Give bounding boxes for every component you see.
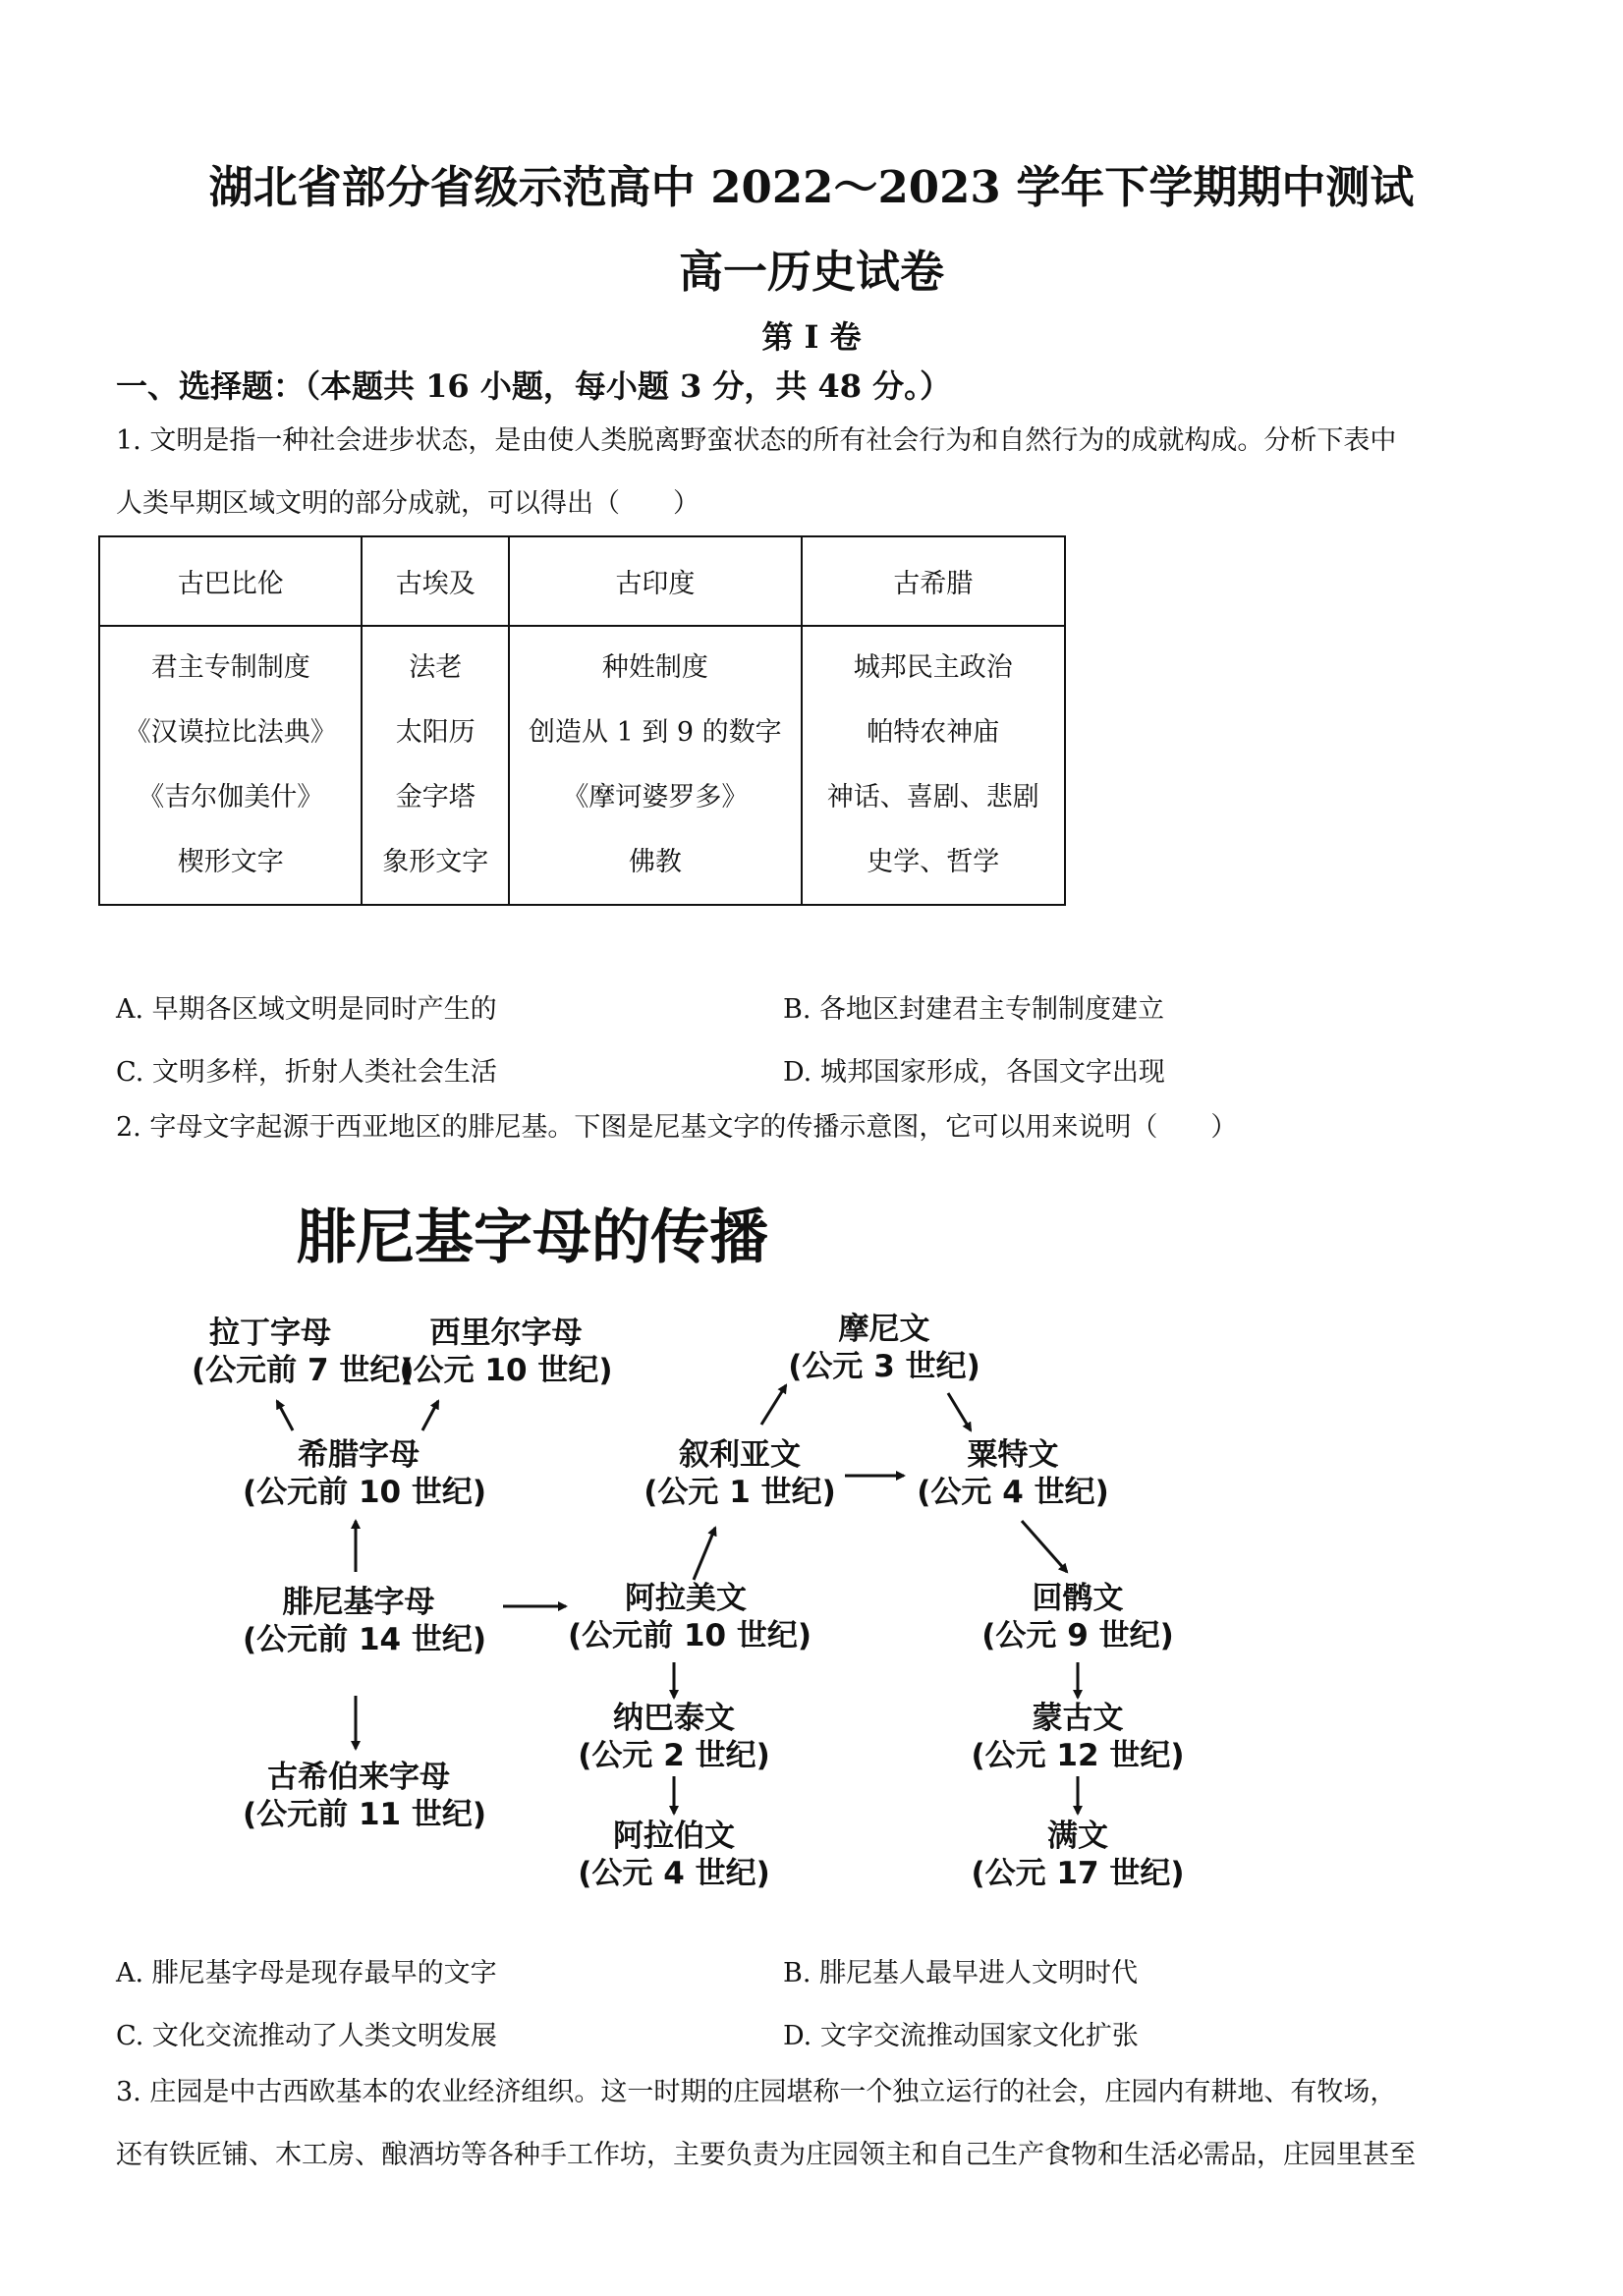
arrow-greek-cyrillic (422, 1401, 438, 1430)
node-date: (公元 4 世纪) (578, 1856, 770, 1891)
table-cell-item: 楔形文字 (177, 847, 284, 877)
node-date: (公元前 7 世纪) (192, 1353, 415, 1388)
node-date: (公元 9 世纪) (981, 1618, 1174, 1653)
node-latin (192, 1315, 415, 1389)
exam-subtitle: 高一历史试卷 (678, 246, 944, 298)
node-name: 阿拉美文 (625, 1581, 747, 1616)
arrow-syriac-manichaean (761, 1385, 786, 1425)
exam-title: 湖北省部分省级示范高中 2022～2023 学年下学期期中测试 (208, 161, 1415, 213)
section-heading: 一、选择题：（本题共 16 小题，每小题 3 分，共 48 分。） (116, 367, 952, 405)
table-cell-item: 法老 (409, 652, 463, 683)
header-greece: 古希腊 (802, 536, 1065, 626)
node-name: 回鹘文 (1032, 1581, 1124, 1616)
table-cell-item: 金字塔 (395, 782, 476, 812)
q1-stem-line1: 1. 文明是指一种社会进步状态，是由使人类脱离野蛮状态的所有社会行为和自然行为的成就构成。分析下表中 (116, 425, 1397, 456)
table-cell-item: 象形文字 (382, 847, 489, 877)
node-date: (公元 3 世纪) (788, 1349, 980, 1384)
q2-stem: 2. 字母文字起源于西亚地区的腓尼基。下图是尼基文字的传播示意图，它可以用来说明（ ） (116, 1112, 1238, 1143)
node-date: (公元 12 世纪) (971, 1738, 1185, 1773)
header-india: 古印度 (509, 536, 801, 626)
table-cell-item: 神话、喜剧、悲剧 (826, 782, 1039, 812)
node-name: 蒙古文 (1032, 1701, 1124, 1736)
node-date: (公元 10 世纪) (399, 1353, 613, 1388)
node-name: 拉丁字母 (209, 1316, 331, 1351)
table-cell-item: 史学、哲学 (867, 847, 1000, 877)
node-date: (公元前 10 世纪) (243, 1475, 487, 1510)
node-cyrillic (393, 1315, 619, 1389)
node-name: 粟特文 (967, 1437, 1059, 1473)
node-arabic (576, 1818, 772, 1892)
node-manchu (965, 1818, 1191, 1892)
node-date: (公元前 10 世纪) (568, 1618, 812, 1653)
header-egypt: 古埃及 (362, 536, 509, 626)
table-cell-item: 《摩诃婆罗多》 (562, 782, 749, 812)
node-aramaic (568, 1580, 812, 1654)
q1-option-b[interactable]: B. 各地区封建君主专制制度建立 (783, 994, 1165, 1025)
node-mongolian (965, 1700, 1191, 1774)
node-name: 希腊字母 (298, 1437, 420, 1473)
node-sogdian (910, 1436, 1116, 1511)
node-hebrew (243, 1759, 487, 1833)
node-date: (公元前 14 世纪) (243, 1622, 487, 1657)
arrow-aramaic-syriac (694, 1528, 715, 1580)
node-greek (243, 1436, 487, 1511)
table-cell-item: 太阳历 (395, 717, 476, 748)
table-cell-item: 君主专制制度 (150, 652, 310, 683)
q2-option-b[interactable]: B. 腓尼基人最早进人文明时代 (783, 1958, 1139, 1988)
node-name: 叙利亚文 (679, 1437, 801, 1473)
q2-option-d[interactable]: D. 文字交流推动国家文化扩张 (783, 2021, 1139, 2051)
node-date: (公元 2 世纪) (578, 1738, 770, 1773)
table-cell-item: 《汉谟拉比法典》 (124, 717, 337, 748)
node-name: 阿拉伯文 (613, 1819, 735, 1854)
node-date: (公元前 11 世纪) (243, 1797, 487, 1832)
header-babylon: 古巴比伦 (99, 536, 362, 626)
node-date: (公元 4 世纪) (917, 1475, 1109, 1510)
node-nabataean (576, 1700, 772, 1774)
node-date: (公元 1 世纪) (644, 1475, 836, 1510)
node-date: (公元 17 世纪) (971, 1856, 1185, 1891)
q2-option-a[interactable]: A. 腓尼基字母是现存最早的文字 (116, 1958, 497, 1988)
q1-option-d[interactable]: D. 城邦国家形成，各国文字出现 (783, 1057, 1165, 1088)
node-name: 西里尔字母 (429, 1316, 583, 1351)
q3-stem-line2: 还有铁匠铺、木工房、酿酒坊等各种手工作坊，主要负责为庄园领主和自己生产食物和生活必需品，庄园里甚至 (116, 2140, 1416, 2170)
node-uyghur (975, 1580, 1181, 1654)
table-cell-item: 帕特农神庙 (867, 717, 1000, 748)
node-syriac (637, 1436, 843, 1511)
table-cell-item: 城邦民主政治 (853, 652, 1013, 683)
q2-option-c[interactable]: C. 文化交流推动了人类文明发展 (116, 2021, 497, 2051)
node-name: 摩尼文 (838, 1312, 930, 1347)
arrow-greek-latin (277, 1401, 293, 1430)
volume-label: 第 I 卷 (761, 318, 862, 356)
table-cell-item: 佛教 (628, 847, 682, 877)
diagram-title: 腓尼基字母的传播 (297, 1204, 768, 1272)
q3-stem-line1: 3. 庄园是中古西欧基本的农业经济组织。这一时期的庄园堪称一个独立运行的社会，庄园内有耕地、有牧场， (116, 2077, 1397, 2107)
node-name: 纳巴泰文 (613, 1701, 735, 1736)
q1-option-c[interactable]: C. 文明多样，折射人类社会生活 (116, 1057, 497, 1088)
table-cell-item: 种姓制度 (601, 652, 708, 683)
arrow-manichaean-sogdian (948, 1393, 971, 1430)
table-cell-item: 《吉尔伽美什》 (138, 782, 324, 812)
node-name: 腓尼基字母 (282, 1585, 435, 1620)
arrow-sogdian-uyghur (1022, 1521, 1067, 1572)
table-cell-item: 创造从 1 到 9 的数字 (528, 717, 782, 748)
q1-stem-line2: 人类早期区域文明的部分成就，可以得出（ ） (116, 488, 700, 519)
node-name: 古希伯来字母 (267, 1760, 450, 1795)
node-phoenician (243, 1584, 487, 1658)
node-name: 满文 (1047, 1819, 1108, 1854)
q1-option-a[interactable]: A. 早期各区域文明是同时产生的 (116, 994, 497, 1025)
node-manichaean (786, 1311, 982, 1385)
